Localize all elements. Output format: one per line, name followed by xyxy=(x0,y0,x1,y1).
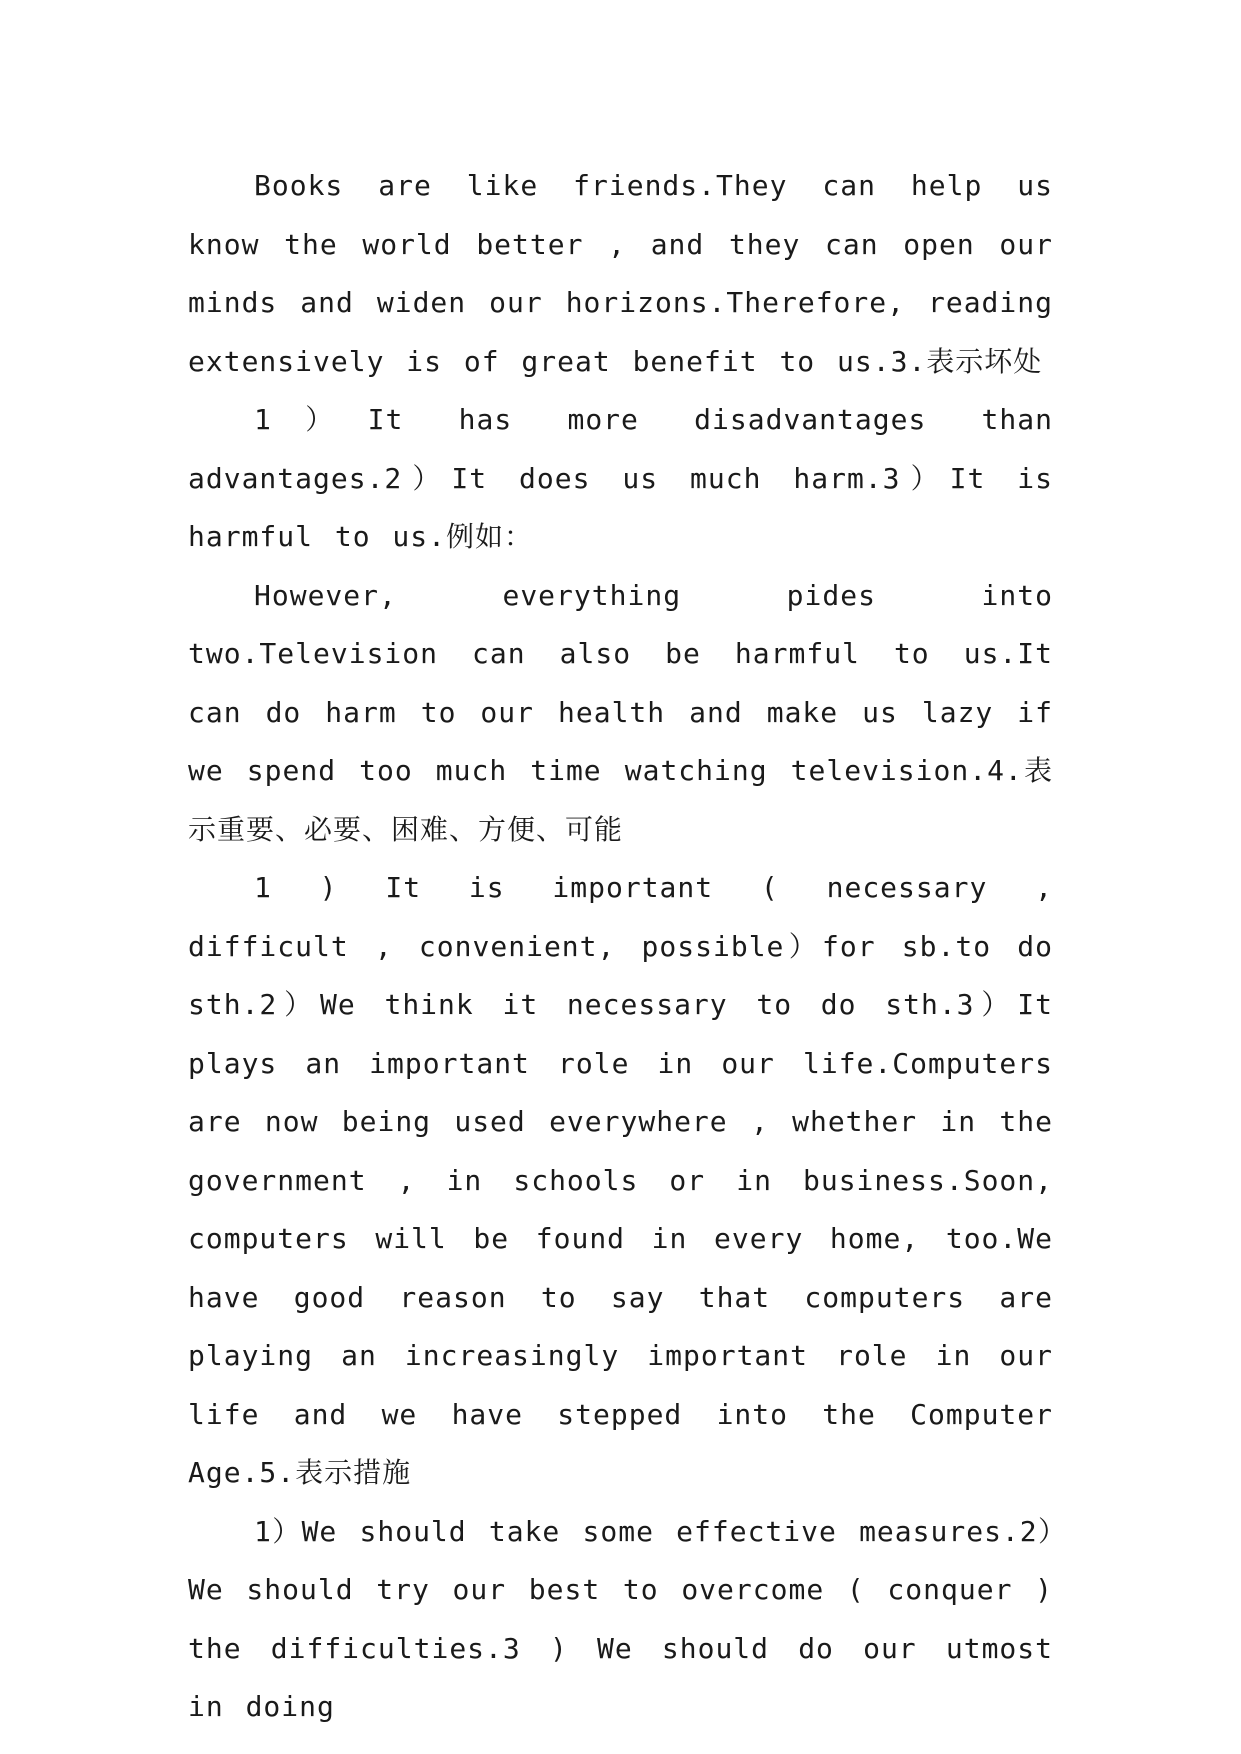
paragraph-importance: 1 ) It is important ( necessary , difficult , convenient, possible）for sb.to do sth.2）We think it necessary to do sth.3）It plays an important role in our life.Computers are now being used everywhere , whether in the government , in schools or in business.Soon, computers will be found in every home, too.We have good reason to say that computers are playing an increasingly important role in our life and we have stepped into the Computer Age.5.表示措施 xyxy=(188,871,1053,1489)
paragraph-books: Books are like friends.They can help us know the world better , and they can open our minds and widen our horizons.Therefore, reading extensively is of great benefit to us.3.表示坏处 xyxy=(188,169,1053,378)
paragraph-disadvantages: 1）It has more disadvantages than advantages.2）It does us much harm.3）It is harmful to us.例如： xyxy=(188,403,1053,553)
paragraph-television-example: However, everything pides into two.Television can also be harmful to us.It can do harm to our health and make us lazy if we spend too much time watching television.4.表示重要、必要、困难、方便、可能 xyxy=(188,578,1053,846)
document-body xyxy=(188,157,1053,1737)
paragraph-measures: 1）We should take some effective measures.2）We should try our best to overcome ( conquer ) the difficulties.3 ) We should do our utmost in doing xyxy=(188,1514,1053,1723)
